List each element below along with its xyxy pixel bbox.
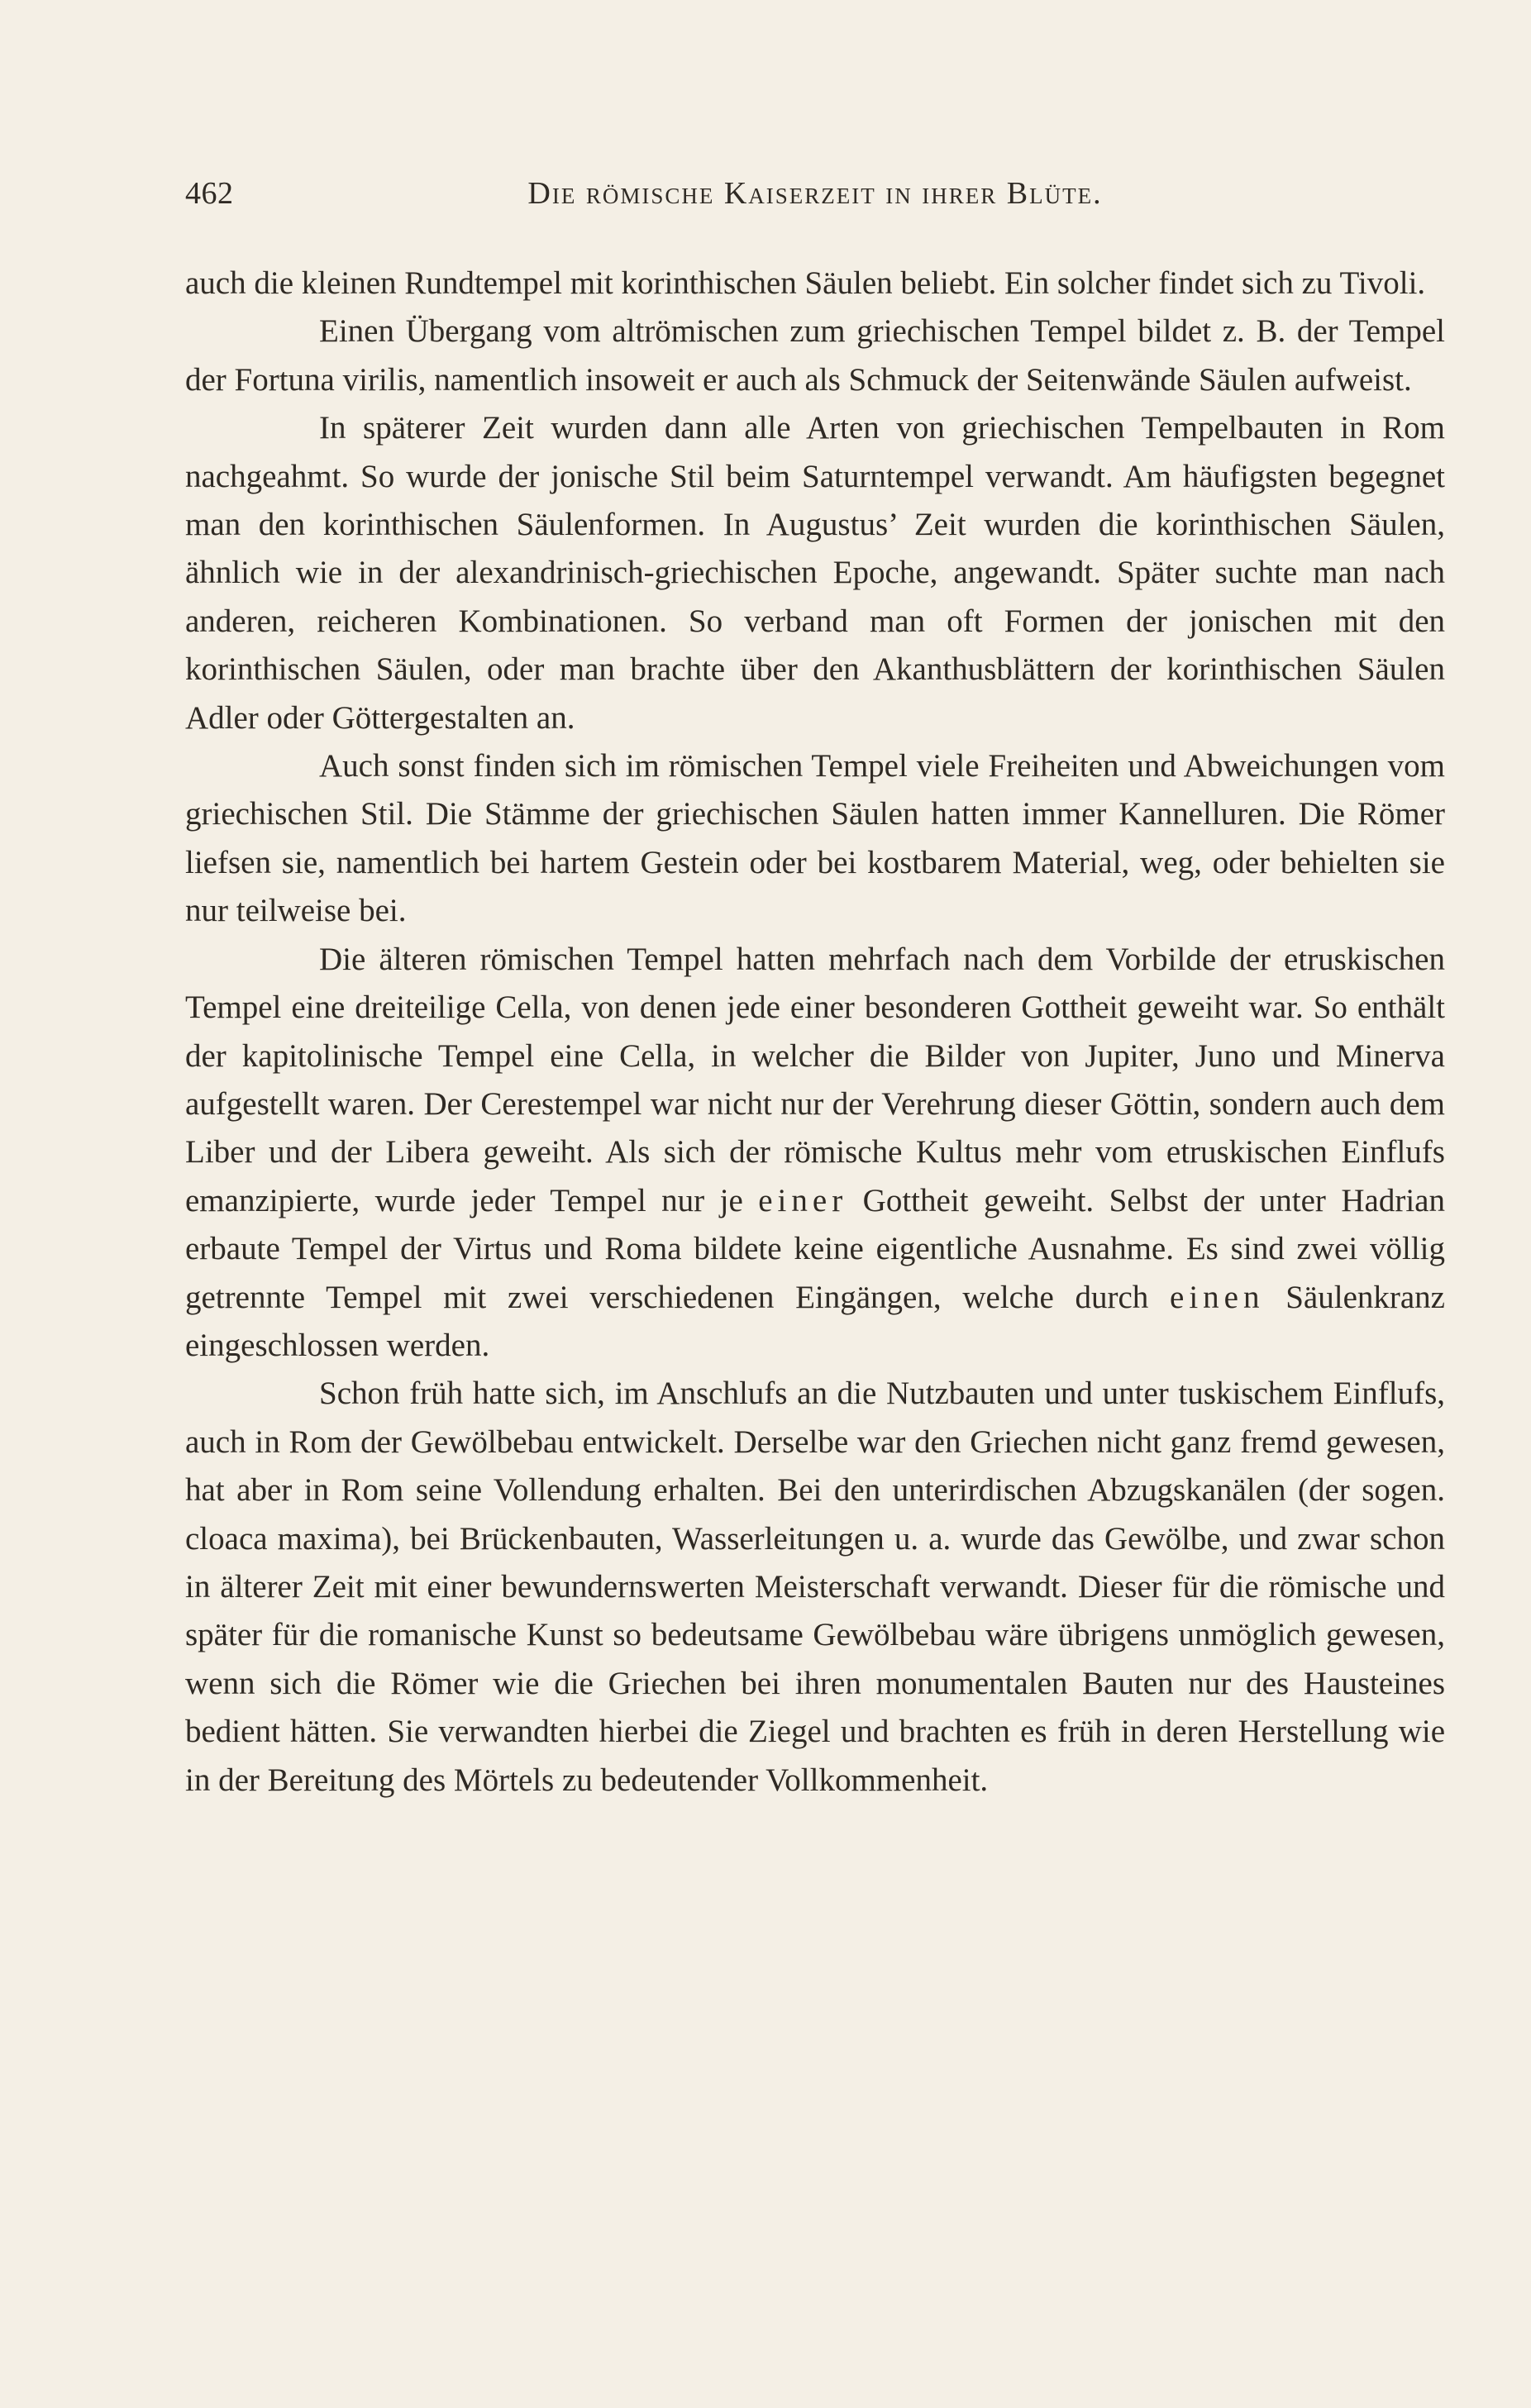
running-title: Die römische Kaiserzeit in ihrer Blüte. — [527, 176, 1103, 211]
paragraph-5 — [185, 936, 1445, 1371]
running-head — [185, 175, 1445, 225]
page-text-block — [185, 175, 1445, 1805]
emphasis-einen: einen — [1170, 1279, 1265, 1315]
paragraph-4: Auch sonst finden sich im römischen Tempel viele Freiheiten und Abweichungen vom griechischen Stil. Die Stämme der griechischen Säulen hatten immer Kannelluren. Die Römer liefsen sie, namentlich bei hartem Gestein oder bei kostbarem Material, weg, oder behielten sie nur teilweise bei. — [185, 748, 1445, 929]
emphasis-einer: einer — [758, 1182, 848, 1218]
paragraph-2: Einen Übergang vom altrömischen zum griechischen Tempel bildet z. B. der Tempel der Fortuna virilis, namentlich insoweit er auch als Schmuck der Seitenwände Säulen aufweist. — [185, 313, 1445, 398]
paragraph-5-part-2: Gottheit geweiht. Selbst der unter Hadrian erbaute Tempel der Virtus und Roma bildete keine eigentliche Ausnahme. Es sind zwei völlig getrennte Tempel mit zwei verschiedenen Eingängen, welche durch — [185, 1182, 1445, 1315]
page-number: 462 — [185, 176, 234, 211]
paragraph-5-part-1: Die älteren römischen Tempel hatten mehrfach nach dem Vorbilde der etruskischen Tempel eine dreiteilige Cella, von denen jede einer besonderen Gottheit geweiht war. So enthält der kapitolinische Tempel eine Cella, in welcher die Bilder von Jupiter, Juno und Minerva aufgestellt waren. Der Cerestempel war nicht nur der Verehrung dieser Göttin, sondern auch dem Liber und der Libera geweiht. Als sich der römische Kultus mehr vom etruskischen Einflufs emanzipierte, wurde jeder Tempel nur je — [185, 941, 1445, 1218]
paragraph-1: auch die kleinen Rundtempel mit korinthischen Säulen beliebt. Ein solcher findet sich zu Tivoli. — [185, 265, 1426, 301]
paragraph-5-part-3: Säulenkranz eingeschlossen werden. — [185, 1279, 1445, 1363]
paragraph-6: Schon früh hatte sich, im Anschlufs an die Nutzbauten und unter tuskischem Einflufs, auch in Rom der Gewölbebau entwickelt. Derselbe war den Griechen nicht ganz fremd gewesen, hat aber in Rom seine Vollendung erhalten. Bei den unterirdischen Abzugskanälen (der sogen. cloaca maxima), bei Brückenbauten, Wasserleitungen u. a. wurde das Gewölbe, und zwar schon in älterer Zeit mit einer bewundernswerten Meisterschaft verwandt. Dieser für die römische und später für die romanische Kunst so bedeutsame Gewölbebau wäre übrigens unmöglich gewesen, wenn sich die Römer wie die Griechen bei ihren monumentalen Bauten nur des Hausteines bedient hätten. Sie verwandten hierbei die Ziegel und brachten es früh in deren Herstellung wie in der Bereitung des Mörtels zu bedeutender Vollkommenheit. — [185, 1376, 1445, 1798]
paragraph-3: In späterer Zeit wurden dann alle Arten von griechischen Tempelbauten in Rom nachgeahmt. So wurde der jonische Stil beim Saturntempel verwandt. Am häufigsten begegnet man den korinthischen Säulenformen. In Augustus’ Zeit wurden die korinthischen Säulen, ähnlich wie in der alexandrinisch-griechischen Epoche, angewandt. Später suchte man nach anderen, reicheren Kombinationen. So verband man oft Formen der jonischen mit den korinthischen Säulen, oder man brachte über den Akanthusblättern der korinthischen Säulen Adler oder Göttergestalten an. — [185, 410, 1445, 736]
